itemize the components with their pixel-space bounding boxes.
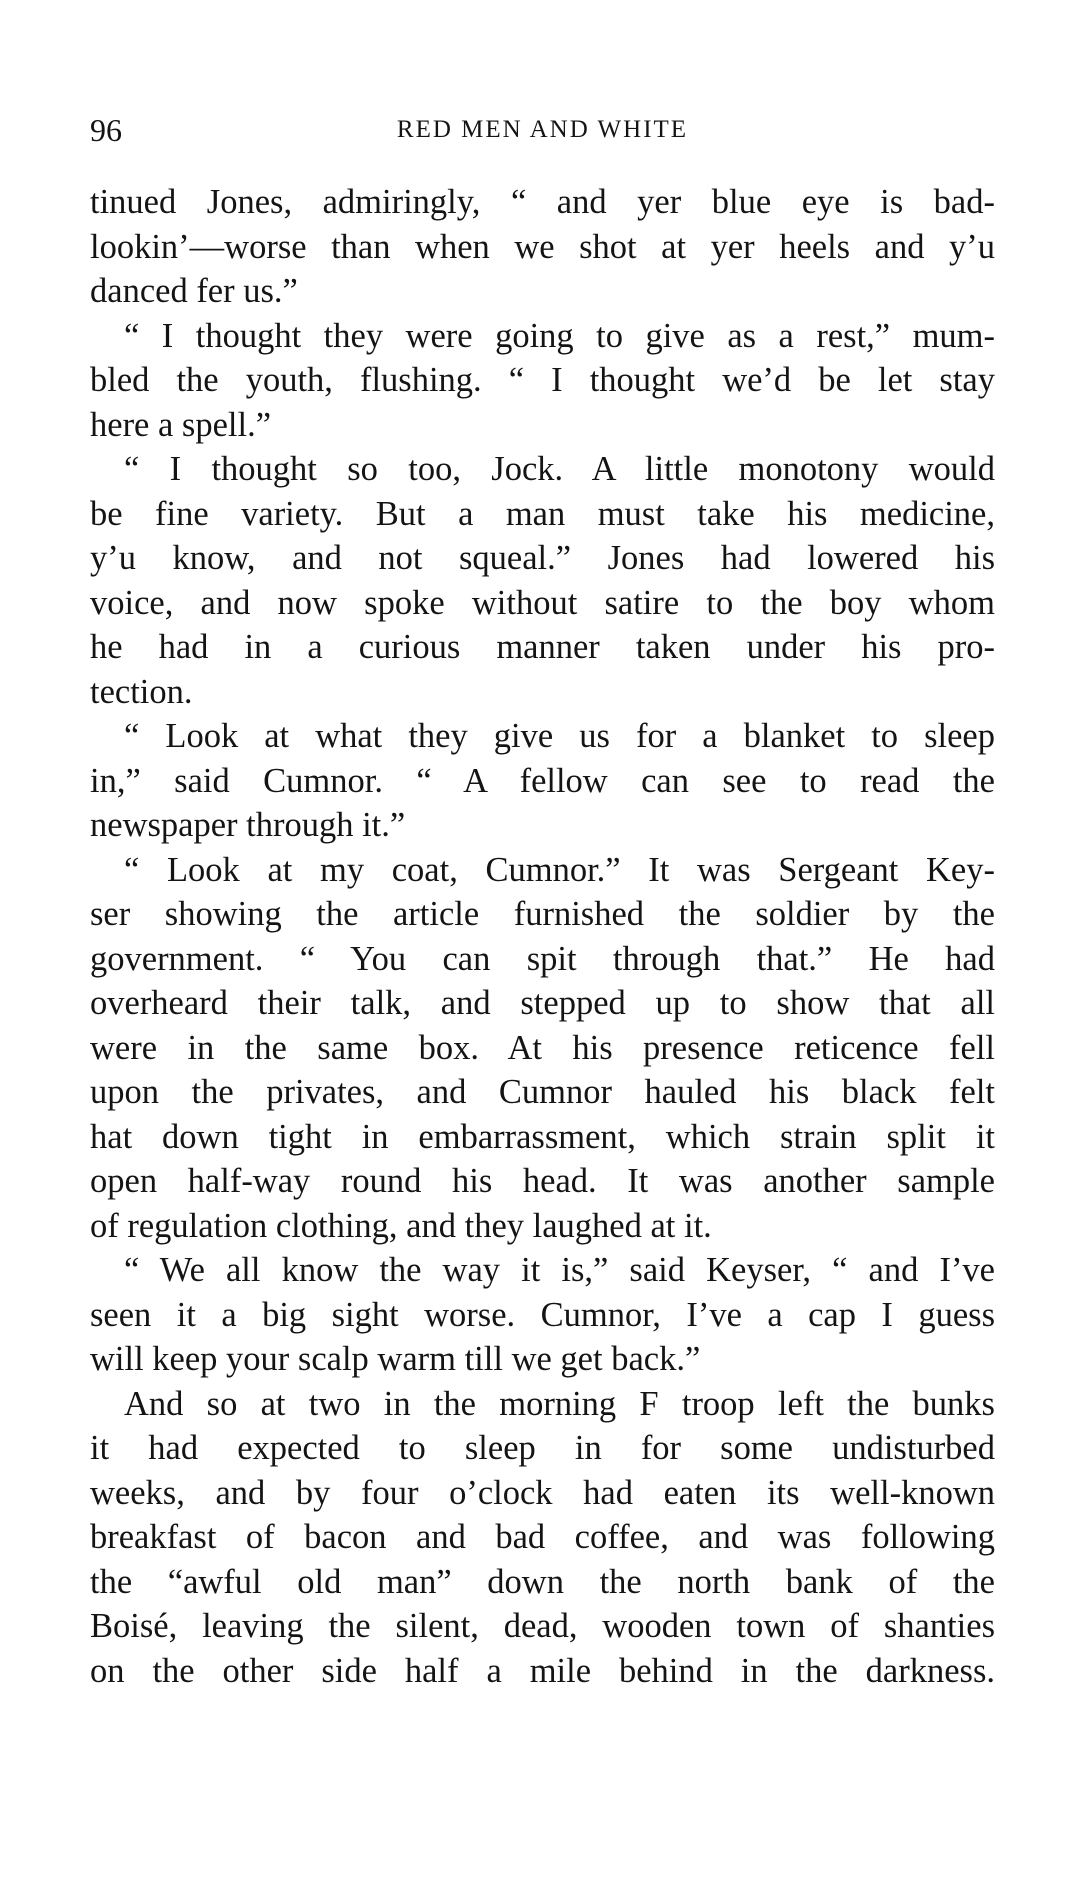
text-line: voice, and now spoke without satire to the boy whom	[90, 583, 995, 622]
text-line: y’u know, and not squeal.” Jones had lowered his	[90, 539, 995, 577]
text-line: upon the privates, and Cumnor hauled his black felt	[90, 1073, 995, 1111]
text-line: And so at two in the morning F troop left the bunks	[124, 1384, 995, 1423]
text-line: lookin’—worse than when we shot at yer heels and y’u	[90, 227, 995, 266]
text-line: he had in a curious manner taken under his pro-	[90, 628, 995, 666]
text-line: were in the same box. At his presence reticence fell	[90, 1028, 995, 1067]
text-line: will keep your scalp warm till we get back.”	[90, 1340, 701, 1378]
text-line: tection.	[90, 672, 193, 711]
text-line: it had expected to sleep in for some undisturbed	[90, 1429, 995, 1467]
text-line: of regulation clothing, and they laughed at it.	[90, 1206, 712, 1245]
body-text	[90, 180, 995, 1693]
text-line: here a spell.”	[90, 405, 272, 444]
text-line: government. “ You can spit through that.” He had	[90, 939, 995, 978]
text-line: open half-way round his head. It was another sample	[90, 1162, 995, 1200]
text-line: be fine variety. But a man must take his medicine,	[90, 494, 995, 533]
text-line: breakfast of bacon and bad coffee, and was following	[90, 1518, 995, 1556]
text-line: hat down tight in embarrassment, which strain split it	[90, 1117, 995, 1156]
text-line: newspaper through it.”	[90, 806, 406, 844]
page-header	[90, 110, 995, 150]
text-line: bled the youth, flushing. “ I thought we’d be let stay	[90, 361, 995, 399]
text-line: “ I thought so too, Jock. A little monotony would	[124, 450, 995, 488]
text-line: “ I thought they were going to give as a rest,” mum-	[124, 316, 995, 355]
text-line: “ Look at my coat, Cumnor.” It was Sergeant Key-	[124, 850, 995, 889]
page-number: 96	[90, 112, 122, 148]
text-line: weeks, and by four o’clock had eaten its well-known	[90, 1473, 995, 1512]
text-line: Boisé, leaving the silent, dead, wooden town of shanties	[90, 1607, 995, 1645]
text-line: on the other side half a mile behind in the darkness.	[90, 1651, 995, 1690]
running-title: RED MEN AND WHITE	[396, 116, 689, 143]
text-line: danced fer us.”	[90, 272, 298, 310]
text-line: tinued Jones, admiringly, “ and yer blue eye is bad-	[90, 183, 995, 221]
text-line: the “awful old man” down the north bank of the	[90, 1562, 995, 1601]
text-line: in,” said Cumnor. “ A fellow can see to read the	[90, 761, 995, 800]
text-line: seen it a big sight worse. Cumnor, I’ve a cap I guess	[90, 1295, 995, 1334]
text-line: “ Look at what they give us for a blanket to sleep	[124, 717, 995, 755]
text-line: overheard their talk, and stepped up to show that all	[90, 984, 995, 1022]
text-line: ser showing the article furnished the soldier by the	[90, 895, 995, 933]
text-line: “ We all know the way it is,” said Keyser, “ and I’ve	[124, 1251, 995, 1289]
